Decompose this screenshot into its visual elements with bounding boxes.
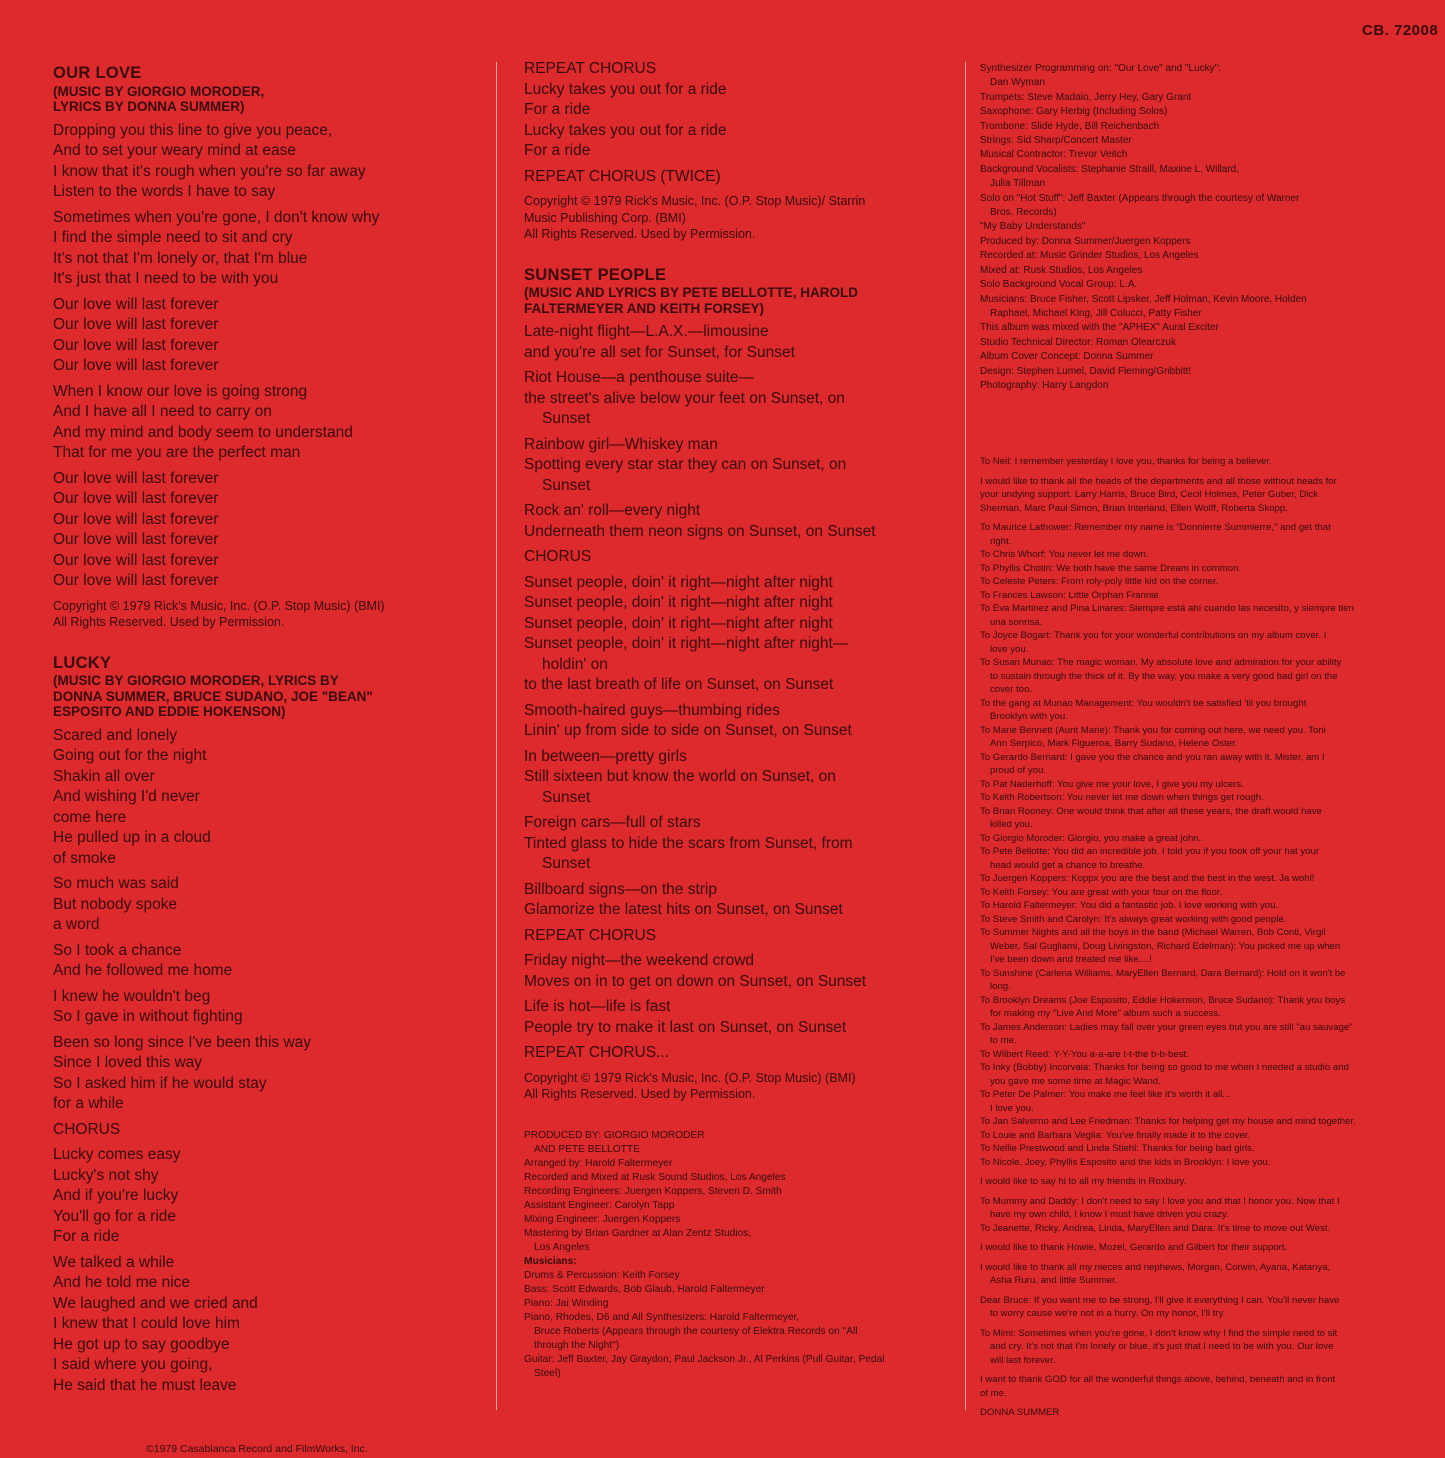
lyric-line: and you're all set for Sunset, for Sunset [524,343,795,361]
lyric-line: Our love will last forever [53,295,219,313]
credit-line: (MUSIC BY GIORGIO MORODER, [53,83,265,99]
credit-line: Raphael, Michael King, Jill Colucci, Patty Fisher [990,307,1202,319]
stanza [524,926,954,947]
copyright-line: All Rights Reserved. Used by Permission. [53,615,285,629]
stanza [53,295,483,377]
lyric-line: People try to make it last on Sunset, on Sunset [524,1018,847,1036]
thanks-line: love you. [990,643,1029,655]
credit-line: Photography: Harry Langdon [980,379,1109,391]
signature-name: DONNA SUMMER [980,1407,1060,1419]
copyright-line: Copyright © 1979 Rick's Music, Inc. (O.P. Stop Music) (BMI) [524,1070,856,1085]
lyric-line: And he told me nice [53,1274,191,1291]
credit-line: Los Angeles [534,1241,590,1253]
credit-line: FALTERMEYER AND KEITH FORSEY) [524,300,765,316]
credit-line: Studio Technical Director: Roman Olearczuk [980,336,1177,348]
stanza [524,167,954,188]
credit-line: Piano: Jai Winding [524,1297,609,1309]
thanks-line: I would like to say hi to all my friends in Roxbury. [980,1176,1187,1188]
lyric-line: to the last breath of life on Sunset, on Sunset [524,676,834,693]
lyric-line: So I took a chance [53,941,182,959]
thanks-line: To Steve Smith and Carolyn: It's always great working with good people. [980,913,1287,925]
lyric-line: It's just that I need to be with you [53,270,279,287]
credit-line: Saxophone: Gary Herbig (Including Solos) [980,106,1168,118]
lyric-line: Dropping you this line to give you peace, [53,121,333,139]
thanks-line: I would like to thank all my nieces and nephews, Morgan, Corwin, Ayana, Katanya, [980,1261,1331,1273]
credit-line: This album was mixed with the "APHEX" Aural Exciter [980,322,1219,334]
stanza [524,997,954,1038]
lyric-line: Sunset people, doin' it right—night after night [524,594,833,611]
song-credit [524,285,954,316]
stanza [53,208,483,290]
stanza [524,701,954,742]
repeat-chorus-label: REPEAT CHORUS [524,926,657,944]
lyric-line: Sunset [542,476,591,494]
lyric-line: Our love will last forever [53,490,219,507]
lyric-line: Lucky takes you out for a ride [524,80,727,98]
lyric-line: the street's alive below your feet on Sunset, on [524,389,845,407]
lyric-line: Tinted glass to hide the scars from Sunset, from [524,834,853,852]
credit-line: Bruce Roberts (Appears through the courtesy of Elektra Records on "All [534,1325,858,1337]
lyric-line: So I gave in without fighting [53,1008,243,1025]
lyric-line: And wishing I'd never [53,788,200,805]
credit-line: Album Cover Concept: Donna Summer [980,351,1154,363]
song-our-love [53,63,483,631]
lyric-line: Our love will last forever [53,357,219,374]
credit-line: Steel) [534,1367,561,1379]
lyric-line: Life is hot—life is fast [524,998,671,1015]
lyric-line: And to set your weary mind at ease [53,142,296,159]
thanks-line: I want to thank GOD for all the wonderful things above, behind, beneath and in front [980,1374,1336,1386]
credit-line: Recording Engineers: Juergen Koppers, Steven D. Smith [524,1185,782,1197]
thanks-line: To Susan Munao: The magic woman. My absolute love and admiration for your ability [980,657,1342,669]
thanks-line: To Chris Whorf: You never let me down. [980,549,1149,561]
lyric-line: Smooth-haired guys—thumbing rides [524,701,780,719]
credit-line: Bass: Scott Edwards, Bob Glaub, Harold Faltermeyer [524,1283,765,1295]
thanks-line: To Wilbert Reed: Y-Y-You a-a-are t-t-the b-b-best. [980,1048,1189,1060]
chorus-label: CHORUS [524,548,592,565]
stanza [53,726,483,870]
thanks-line: To Inky (Bobby) Incorvaia: Thanks for being so good to me when I needed a studio and [980,1062,1349,1074]
credit-line: Solo Background Vocal Group: L.A. [980,279,1138,291]
lyric-line: But nobody spoke [53,895,178,913]
lyric-line: And I have all I need to carry on [53,403,272,420]
lyric-line: Sunset people, doin' it right—night after night— [524,635,849,652]
copyright-line: Copyright © 1979 Rick's Music, Inc. (O.P. Stop Music) (BMI) [53,598,385,613]
lyric-line: Our love will last forever [53,572,219,589]
album-credits [980,62,1410,393]
lyric-line: Sunset [542,855,591,872]
thanks-line: To Jan Salverno and Lee Friedman: Thanks for helping get my house and mind together. [980,1116,1356,1128]
lyric-line: a word [53,916,100,933]
stanza [524,368,954,430]
lyric-line: Spotting every star star they can on Sunset, on [524,456,847,473]
lyric-line: Billboard signs—on the strip [524,880,717,898]
song-copyright [524,1070,954,1103]
credit-line: Assistant Engineer: Carolyn Tapp [524,1199,675,1211]
lyric-line: In between—pretty girls [524,747,687,765]
thanks-line: proud of you. [990,765,1047,777]
stanza [524,59,954,162]
stanza [53,874,483,936]
thanks-line: Weber, Sal Gugliami, Doug Livingston, Richard Edelman): You picked me up when [990,940,1341,952]
thanks-line: To Nicole, Joey, Phyllis Esposito and the kids in Brooklyn: I love you. [980,1156,1271,1168]
lyric-line: So I asked him if he would stay [53,1074,267,1092]
column-divider-left [496,62,497,1410]
lyric-line: Lucky takes you out for a ride [524,121,727,139]
lyric-line: I said where you going, [53,1356,213,1373]
thanks-line: To Pat Naderhoff: You give me your love, I give you my ulcers. [980,778,1244,790]
thanks-line: Dear Bruce: If you want me to be strong, I'll give it everything I can. You'll never have [980,1294,1340,1306]
credit-line: (MUSIC AND LYRICS BY PETE BELLOTTE, HAROLD [524,285,859,300]
thanks-line: for making my "Live And More" album such a success. [990,1008,1221,1020]
lyric-line: Our love will last forever [53,510,219,528]
lyric-line: Scared and lonely [53,726,178,744]
credit-line: AND PETE BELLOTTE [534,1143,640,1155]
lyric-line: I knew that I could love him [53,1315,240,1332]
thanks-line: To Summer Nights and all the boys in the band (Michael Warren, Bob Conti, Virgil [980,927,1326,939]
stanza [524,951,954,992]
lyric-line: Rainbow girl—Whiskey man [524,435,718,453]
lyric-line: Still sixteen but know the world on Sunset, on [524,768,836,785]
stanza [524,322,954,363]
column-divider-right [965,62,966,1410]
credit-line: Produced by: Donna Summer/Juergen Koppers [980,235,1191,247]
lyric-line: Listen to the words I have to say [53,183,276,200]
lyric-line: And if you're lucky [53,1187,179,1204]
credit-line: ESPOSITO AND EDDIE HOKENSON) [53,704,286,719]
credit-line: Julia Tillman [990,178,1046,190]
song-title: OUR LOVE [53,64,142,82]
thanks-line: To Giorgio Moroder: Giorgio, you make a great john. [980,832,1202,844]
lyric-line: Sunset [542,788,591,806]
song-lucky-continued [524,59,954,243]
credit-line: Synthesizer Programming on: "Our Love" and "Lucky": [980,63,1221,74]
song-credit [53,84,483,115]
catalog-number: CB. 72008 [1362,22,1439,39]
song-title: LUCKY [53,653,112,672]
thanks-line: To Mimi: Sometimes when you're gone, I don't know why I find the simple need to sit [980,1327,1338,1339]
lyric-line: And he followed me home [53,962,233,979]
credit-line: Solo on "Hot Stuff": Jeff Baxter (Appears through the courtesy of Warner [980,192,1300,204]
lyric-line: I knew he wouldn't beg [53,987,211,1005]
thanks-line: To Louie and Barbara Veglia: You've finally made it to the cover. [980,1129,1251,1141]
lyric-line: For a ride [53,1228,120,1245]
musicians-heading: Musicians: [524,1255,577,1267]
song-copyright [53,598,483,631]
lyric-line: Sometimes when you're gone, I don't know why [53,208,380,226]
lyric-line: Lucky's not shy [53,1166,159,1184]
stanza [524,747,954,809]
credit-line: Piano, Rhodes, D6 and All Synthesizers: Harold Faltermeyer, [524,1311,800,1323]
thanks-line: To Keith Robertson: You never let me down when things get rough. [980,792,1264,804]
thanks-line: to worry cause we're not in a hurry. On my honor, I'll try. [990,1308,1226,1320]
lyric-line: When I know our love is going strong [53,382,308,400]
thanks-line: To Harold Faltermeyer: You did a fantastic job. I love working with you. [980,900,1279,912]
lyric-line: come here [53,808,127,826]
lyric-line: Our love will last forever [53,336,219,354]
lyric-line: Shakin all over [53,767,155,785]
credit-line: PRODUCED BY: GIORGIO MORODER [524,1129,705,1141]
lyric-line: Our love will last forever [53,551,219,569]
thanks-line: you gave me some time at Magic Wand. [990,1075,1161,1087]
stanza [524,880,954,921]
stanza [524,573,954,696]
lyric-line: Glamorize the latest hits on Sunset, on Sunset [524,901,843,918]
column-1 [53,63,483,1401]
lyric-line: Late-night flight—L.A.X.—limousine [524,323,769,340]
lyric-line: Going out for the night [53,747,207,764]
lyric-line: It's not that I'm lonely or, that I'm blue [53,249,308,267]
thanks-line: cover too. [990,684,1033,696]
thanks-line: have my own child, I know I must have driven you crazy. [990,1209,1229,1221]
credit-line: Recorded at: Music Grinder Studios, Los Angeles [980,250,1199,262]
thanks-line: To Maurice Lathower: Remember my name is "Donnierre Summierre," and get that [980,522,1331,534]
lyric-line: For a ride [524,142,591,159]
credit-line: "My Baby Understands" [980,221,1086,233]
repeat-chorus-label: REPEAT CHORUS [524,60,657,77]
stanza [53,1253,483,1397]
thanks-line: I would like to thank Howie, Mozel, Gerardo and Gilbert for their support. [980,1242,1288,1254]
lyric-line: I find the simple need to sit and cry [53,229,293,246]
chorus-label: CHORUS [53,1120,121,1138]
credit-line: Arranged by: Harold Faltermeyer [524,1157,673,1169]
thanks-line: long. [990,981,1011,993]
thanks-line: right. [990,535,1012,547]
credit-line: DONNA SUMMER, BRUCE SUDANO, JOE "BEAN" [53,688,373,704]
credit-line: Drums & Percussion: Keith Forsey [524,1269,680,1281]
credit-line: Mastering by Brian Gardner at Alan Zentz Studios, [524,1227,752,1239]
lyric-line: So much was said [53,875,179,892]
credit-line: Mixing Engineer: Juergen Koppers [524,1213,681,1225]
thanks-line: To the gang at Munao Management: You wouldn't be satisfied 'til you brought [980,697,1307,709]
copyright-footer: ©1979 Casablanca Record and FilmWorks, Inc. [146,1443,368,1455]
lyric-line: Linin' up from side to side on Sunset, on Sunset [524,722,852,739]
lyric-line: Since I loved this way [53,1054,203,1071]
thanks-line: To Frances Lawson: Little Orphan Frannie. [980,589,1162,601]
stanza [53,1120,483,1141]
lyric-line: Been so long since I've been this way [53,1033,312,1051]
credit-line: (MUSIC BY GIORGIO MORODER, LYRICS BY [53,673,339,688]
credit-line: LYRICS BY DONNA SUMMER) [53,99,245,114]
thanks-line: to sustain through the thick of it. By the way, you make a very good bad girl on the [990,670,1338,682]
copyright-line: All Rights Reserved. Used by Permission. [524,1087,756,1101]
stanza [524,501,954,542]
lyrics-body [53,121,483,592]
column-3 [980,62,1410,1420]
thanks-line: To Neil: I remember yesterday I love you, thanks for being a believer. [980,456,1272,468]
stanza [524,435,954,497]
lyric-line: holdin' on [542,655,608,673]
lyric-line: You'll go for a ride [53,1207,177,1225]
stanza [53,1033,483,1115]
stanza [53,941,483,982]
thanks-line: To Joyce Bogart: Thank you for your wonderful contributions on my album cover. I [980,630,1327,642]
stanza [53,1145,483,1248]
thanks-line: I love you. [990,1102,1034,1114]
lyric-line: For a ride [524,101,591,118]
thanks-line: To Mummy and Daddy: I don't need to say I love you and that I honor you. Now that I [980,1195,1340,1207]
column-2 [524,59,954,1381]
song-sunset-people [524,265,954,1103]
song-lucky [53,653,483,1397]
credit-line: Musical Contractor: Trevor Veitch [980,149,1128,161]
lyric-line: of smoke [53,849,116,867]
repeat-chorus-label: REPEAT CHORUS... [524,1044,669,1061]
thanks-line: killed you. [990,819,1033,831]
stanza [53,382,483,464]
lyric-line: Sunset [542,410,591,427]
thanks-line: To Keith Forsey: You are great with your four on the floor. [980,886,1223,898]
credit-line: Trumpets: Steve Madaio, Jerry Hey, Gary Grant [980,91,1192,103]
credit-line: Design: Stephen Lumel, David Fleming/Gribbitt! [980,365,1192,377]
copyright-line: Music Publishing Corp. (BMI) [524,210,686,225]
lyric-line: Sunset people, doin' it right—night after night [524,614,833,632]
lyric-line: Foreign cars—full of stars [524,814,701,831]
thanks-line: Ann Serpico, Mark Figueroa, Barry Sudano, Helene Oster. [990,738,1238,750]
thanks-line: Brooklyn with you. [990,711,1068,723]
stanza [524,813,954,875]
stanza [53,987,483,1028]
stanza [53,469,483,592]
lyric-line: Our love will last forever [53,531,219,548]
thanks-line: Asha Ruru, and little Summer. [990,1275,1118,1287]
thanks-line: your undying support. Larry Harris, Bruce Bird, Cecil Holmes, Peter Guber, Dick [980,489,1319,501]
thanks-line: Sherman, Marc Paul Simon, Brian Interland, Ellen Wolff, Roberta Skopp. [980,502,1288,514]
thanks-line: una sonrisa. [990,616,1043,628]
thanks-line: To Gerardo Bernard: I gave you the chance and you ran away with it. Mister, am I [980,751,1325,763]
thanks-line: To Phyllis Chotin: We both have the same Dream in common. [980,562,1242,574]
thanks-line: head would get a chance to breathe. [990,859,1146,871]
repeat-chorus-label: REPEAT CHORUS (TWICE) [524,167,721,185]
thanks-line: To James Anderson: Ladies may fall over your green eyes but you are still "au sauvage" [980,1021,1353,1033]
thanks-line: To Nellie Prestwood and Linda Stiehl: Thanks for being bad girls. [980,1143,1255,1155]
lyric-line: We talked a while [53,1253,175,1271]
lyric-line: Riot House—a penthouse suite— [524,369,755,386]
thank-you-notes [980,455,1410,1420]
lyric-line: Moves on in to get on down on Sunset, on Sunset [524,972,867,990]
credit-line: Mixed at: Rusk Studios, Los Angeles [980,264,1143,276]
thanks-line: To Peter De Palmer: You make me feel like it's worth it all... [980,1089,1231,1101]
lyric-line: We laughed and we cried and [53,1294,258,1312]
thanks-line: of me. [980,1387,1007,1399]
lyric-line: Our love will last forever [53,316,219,333]
thanks-line: To Brian Rooney: One would think that after all these years, the draft would have [980,805,1322,817]
credit-line: Strings: Sid Sharp/Concert Master [980,135,1132,147]
song-title: SUNSET PEOPLE [524,265,667,284]
thanks-line: I've been down and treated me like....! [990,954,1152,966]
thanks-line: I would like to thank all the heads of the departments and all those without heads for [980,475,1337,487]
thanks-line: To Pete Bellotte: You did an incredible job. I told you if you took off your hat your [980,846,1320,858]
credit-line: Background Vocalists: Stephanie Straill, Maxine L. Willard, [980,163,1240,175]
thanks-line: will last forever. [990,1354,1056,1366]
thanks-line: To Marie Bennett (Aunt Marie): Thank you for coming out here, we need you. Toni [980,724,1326,736]
thanks-line: and cry. It's not that I'm lonely or blue, it's just that I need to be with you. Our love [990,1341,1334,1353]
thanks-line: to me. [990,1035,1017,1047]
stanza [53,121,483,203]
thanks-line: To Juergen Koppers: Koppx you are the best and the best in the west. Ja wohl! [980,873,1315,885]
stanza [524,547,954,568]
credit-line: Guitar: Jeff Baxter, Jay Graydon, Paul Jackson Jr., Al Perkins (Pull Guitar, Pedal [524,1353,885,1365]
credit-line: Recorded and Mixed at Rusk Sound Studios, Los Angeles [524,1171,786,1183]
thanks-line: To Sunshine (Carlena Williams, MaryEllen Bernard, Dara Bernard): Hold on it won't be [980,967,1346,979]
stanza [524,1043,954,1064]
lyric-line: for a while [53,1095,124,1112]
lyric-line: Sunset people, doin' it right—night after night [524,573,833,591]
lyric-line: That for me you are the perfect man [53,444,301,461]
lyric-line: He got up to say goodbye [53,1335,230,1353]
lyric-line: Rock an' roll—every night [524,502,701,519]
credit-line: Trombone: Slide Hyde, Bill Reichenbach [980,120,1160,132]
credit-line: Musicians: Bruce Fisher, Scott Lipsker, Jeff Holman, Kevin Moore, Holden [980,293,1307,305]
credit-line: Dan Wyman [990,77,1045,89]
production-credits [524,1129,954,1381]
lyric-line: Our love will last forever [53,469,219,487]
lyric-line: I know that it's rough when you're so far away [53,162,366,180]
lyrics-body [53,726,483,1397]
lyric-line: He pulled up in a cloud [53,829,211,846]
credit-line: through the Night") [534,1339,620,1351]
lyric-line: He said that he must leave [53,1376,237,1394]
song-copyright [524,193,954,243]
lyric-line: Underneath them neon signs on Sunset, on Sunset [524,522,876,540]
lyric-line: And my mind and body seem to understand [53,423,353,441]
lyric-line: Lucky comes easy [53,1146,181,1163]
lyrics-body [524,322,954,1064]
copyright-line: Copyright © 1979 Rick's Music, Inc. (O.P. Stop Music)/ Starrin [524,194,866,208]
song-credit [53,673,483,720]
thanks-line: To Eva Martinez and Pina Linares: Siempre está ahí cuando las necesito, y siempre tien [980,603,1354,615]
thanks-line: To Jeanette, Ricky, Andrea, Linda, MaryEllen and Dara: It's time to move out West. [980,1222,1331,1234]
thanks-line: To Brooklyn Dreams (Joe Esposito, Eddie Hokenson, Bruce Sudano): Thank you boys [980,994,1346,1006]
copyright-line: All Rights Reserved. Used by Permission. [524,227,756,241]
thanks-line: To Celeste Peters: From roly-poly little kid on the corner. [980,576,1219,588]
credit-line: Bros. Records) [990,207,1057,219]
lyric-line: Friday night—the weekend crowd [524,952,755,969]
